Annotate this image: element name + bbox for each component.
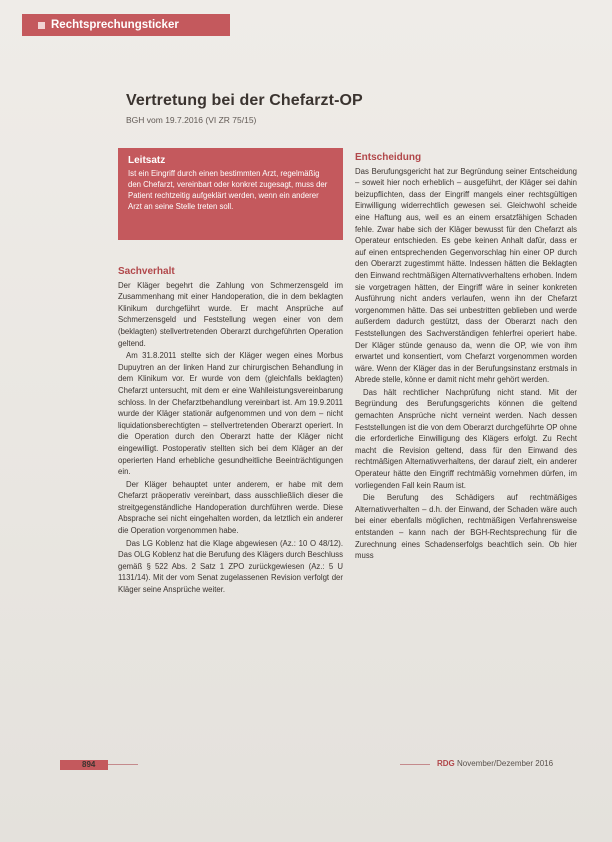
rubric-label: Rechtsprechungsticker (51, 19, 179, 31)
magazine-brand: RDG (437, 759, 455, 768)
sachverhalt-paragraph: Am 31.8.2011 stellte sich der Kläger wegen eines Morbus Dupuytren an der linken Hand zur chirurgischen Behandlung in dem Klinikum vor. Er wurde von dem (gleichfalls beklagten) Chefarzt untersucht, mit dem er eine Wahlleistungsvereinbarung schloss. In der Chefarztbehandlung vereinbart ist. Am 19.9.2011 wurde der Kläger stationär aufgenommen und von dem – nicht liquidationsberechtigten – stellvertretenden Oberarzt operiert. In die Operation durch den Oberarzt hatte der Kläger nicht eingewilligt. Postoperativ stellten sich bei dem Kläger an der operierten Hand erhebliche gesundheitliche Beeinträchtigungen ein. (118, 351, 343, 477)
court-reference: BGH vom 19.7.2016 (VI ZR 75/15) (126, 115, 257, 125)
entscheidung-paragraph: Das Berufungsgericht hat zur Begründung seiner Entscheidung – soweit hier noch erheblich – ausgeführt, der Kläger sei dahin beizupflichten, dass der Eingriff mangels einer rechtsgültigen Einwilligung widerrechtlich gewesen sei. Gleichwohl scheide eine Haftung aus, weil es an einem ersatzfähigen Schaden fehle. Zwar habe sich der Kläger bewusst für den Chefarzt als Operateur entschieden. Es gebe keinen Anhalt dafür, dass er auf einen entsprechenden Gegenvorschlag hin einer OP durch den Oberarzt zugestimmt hätte. Indessen hätten die Beklagten den Einwand rechtmäßigen Alternativverhaltens erhoben. Indem sie vorgetragen hätten, der Eingriff wäre in seiner konkreten Ausführung nicht anders verlaufen, wenn ihn der Chefarzt vorgenommen hätte. Das sei unbestritten geblieben und werde außerdem dadurch gestützt, dass der Oberarzt nach den Feststellungen des Sachverständigen fehlerfrei operiert habe. Der Kläger stünde genauso da, wenn die OP, wie von ihm erwartet und konsentiert, vom Chefarzt vorgenommen worden wäre. Wenn der Kläger das in der Berufungsinstanz erstmals in Abrede stelle, könne er damit nicht mehr gehört werden. (355, 166, 577, 385)
issue-line (437, 759, 553, 768)
leitsatz-heading: Leitsatz (128, 155, 166, 166)
page-number: 894 (60, 760, 108, 770)
issue-date: November/Dezember 2016 (457, 759, 554, 768)
leitsatz-box (118, 148, 343, 240)
footer-rule-left (108, 764, 138, 765)
entscheidung-paragraph: Die Berufung des Schädigers auf rechtmäßiges Alternativverhalten – d.h. der Einwand, der Schaden wäre auch bei einer ebenfalls möglichen, rechtmäßigen Verfahrensweise entstanden – kann nach der BGH-Rechtsprechung für die Zurechnung eines Schadenserfolgs beachtlich sein. Ob hier muss (355, 493, 577, 561)
rubric-square-icon (38, 22, 45, 29)
entscheidung-heading: Entscheidung (355, 152, 422, 163)
sachverhalt-paragraph: Der Kläger begehrt die Zahlung von Schmerzensgeld im Zusammenhang mit einer Handoperation, die in dem beklagten Klinikum durchgeführt wurde. Er macht Ansprüche auf Schmerzensgeld und Feststellung wegen einer von dem (beklagten) stellvertretenden Oberarzt durchgeführten Operation geltend. (118, 280, 343, 348)
leitsatz-text: Ist ein Eingriff durch einen bestimmten Arzt, regelmäßig den Chefarzt, vereinbart oder konkret zugesagt, muss der Patient rechtzeitig aufgeklärt werden, wenn ein anderer Arzt an seine Stelle treten soll. (128, 169, 328, 211)
sachverhalt-column (118, 266, 343, 597)
entscheidung-column (355, 152, 577, 563)
sachverhalt-paragraph: Das LG Koblenz hat die Klage abgewiesen (Az.: 10 O 48/12). Das OLG Koblenz hat die Berufung des Klägers durch Beschluss gemäß § 522 Abs. 2 Satz 1 ZPO zurückgewiesen (Az.: 5 U 1131/14). Mit der vom Senat zugelassenen Revision verfolgt der Kläger seine Ansprüche weiter. (118, 538, 343, 595)
rubric-header (22, 14, 230, 36)
sachverhalt-paragraph: Der Kläger behauptet unter anderem, er habe mit dem Chefarzt präoperativ vereinbart, dass ausschließlich dieser die streitgegenständliche Handoperation durchführen werde. Diese Absprache sei nicht eingehalten worden, da letztlich ein anderer die Operation vorgenommen habe. (118, 479, 343, 536)
sachverhalt-heading: Sachverhalt (118, 266, 175, 277)
entscheidung-paragraph: Das hält rechtlicher Nachprüfung nicht stand. Mit der Begründung des Berufungsgerichts können die geltend gemachten Ansprüche nicht verneint werden. Nach dessen Feststellungen ist die von dem Oberarzt durchgeführte OP ohne die erforderliche Einwilligung des Klägers erfolgt. Zu Recht macht die Revision geltend, dass für den Einwand des rechtmäßigen Alternativverhaltens, der darauf zielt, ein anderer Operateur hätte den Eingriff rechtmäßig vornehmen dürfen, im vorliegenden Fall kein Raum ist. (355, 387, 577, 490)
article-title: Vertretung bei der Chefarzt-OP (126, 92, 363, 109)
footer-rule-right (400, 764, 430, 765)
